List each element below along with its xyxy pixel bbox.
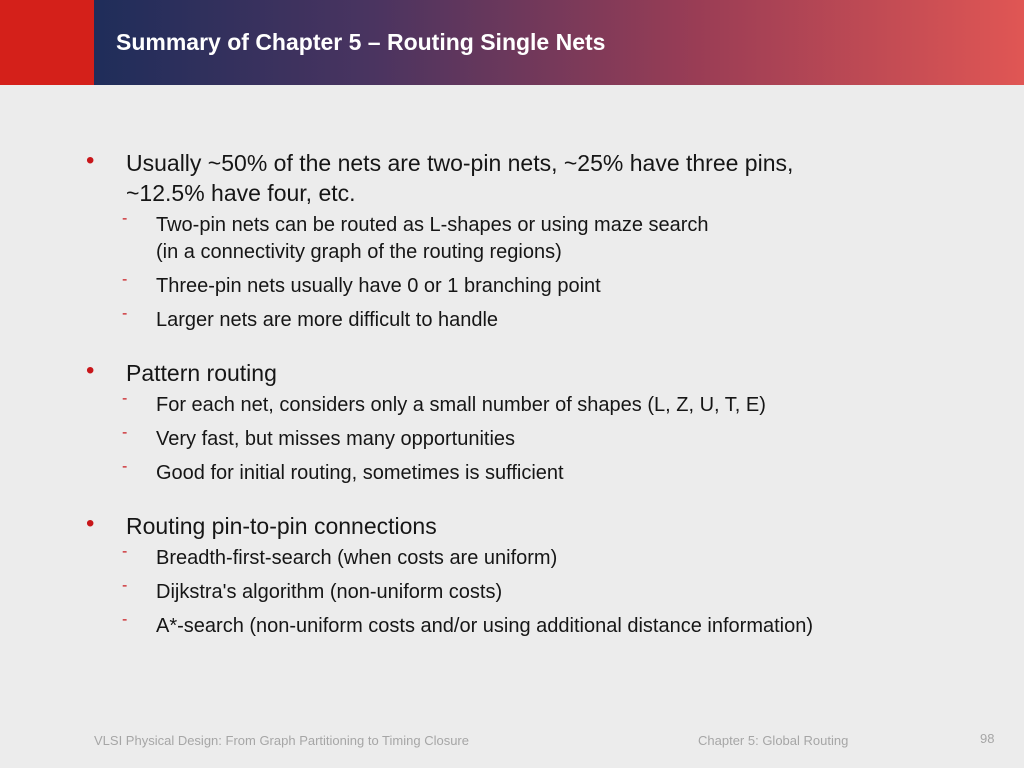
bullet-text: Pattern routing (126, 360, 277, 386)
bullet-dot-icon: • (86, 147, 95, 174)
sub-item (84, 426, 984, 453)
sub-text: Larger nets are more difficult to handle (156, 309, 499, 331)
sub-text: Breadth-first-search (when costs are uniform) (156, 547, 558, 569)
bullet-text: Usually ~50% of the nets are two-pin nets, ~25% have three pins, (126, 150, 794, 176)
bullet-item (84, 511, 984, 541)
bullet-text: Routing pin-to-pin connections (126, 513, 437, 539)
sub-text: A*-search (non-uniform costs and/or using additional distance information) (156, 615, 814, 637)
dash-icon: - (122, 305, 128, 322)
sub-text: For each net, considers only a small number of shapes (L, Z, U, T, E) (156, 394, 766, 416)
dash-icon: - (122, 458, 128, 475)
dash-icon: - (122, 390, 128, 407)
sub-item (84, 307, 984, 334)
dash-icon: - (122, 543, 128, 560)
bullet-dot-icon: • (86, 357, 95, 384)
sub-item (84, 392, 984, 419)
sub-list (84, 212, 984, 334)
sub-item (84, 579, 984, 606)
sub-text: Dijkstra's algorithm (non-uniform costs) (156, 581, 503, 603)
sub-item (84, 212, 984, 266)
dash-icon: - (122, 271, 128, 288)
sub-text: Very fast, but misses many opportunities (156, 428, 516, 450)
bullet-text: ~12.5% have four, etc. (126, 180, 356, 206)
slide-title: Summary of Chapter 5 – Routing Single Nets (116, 29, 606, 55)
page-number: 98 (980, 731, 995, 746)
dash-icon: - (122, 577, 128, 594)
sub-item (84, 460, 984, 487)
footer-book-title: VLSI Physical Design: From Graph Partitioning to Timing Closure (94, 733, 469, 748)
sub-list (84, 392, 984, 487)
bullet-list (84, 148, 984, 664)
bullet-group (84, 511, 984, 640)
sub-item (84, 545, 984, 572)
bullet-item (84, 148, 984, 208)
sub-item (84, 273, 984, 300)
dash-icon: - (122, 424, 128, 441)
sub-text: Good for initial routing, sometimes is sufficient (156, 462, 564, 484)
bullet-dot-icon: • (86, 510, 95, 537)
sub-text: Three-pin nets usually have 0 or 1 branching point (156, 275, 601, 297)
sub-list (84, 545, 984, 640)
bullet-group (84, 148, 984, 334)
footer-chapter: Chapter 5: Global Routing (698, 733, 849, 748)
header-accent-block (0, 0, 94, 85)
sub-text: (in a connectivity graph of the routing regions) (156, 241, 562, 263)
dash-icon: - (122, 611, 128, 628)
dash-icon: - (122, 210, 128, 227)
bullet-group (84, 358, 984, 487)
sub-text: Two-pin nets can be routed as L-shapes or using maze search (156, 214, 709, 236)
sub-item (84, 613, 984, 640)
bullet-item (84, 358, 984, 388)
